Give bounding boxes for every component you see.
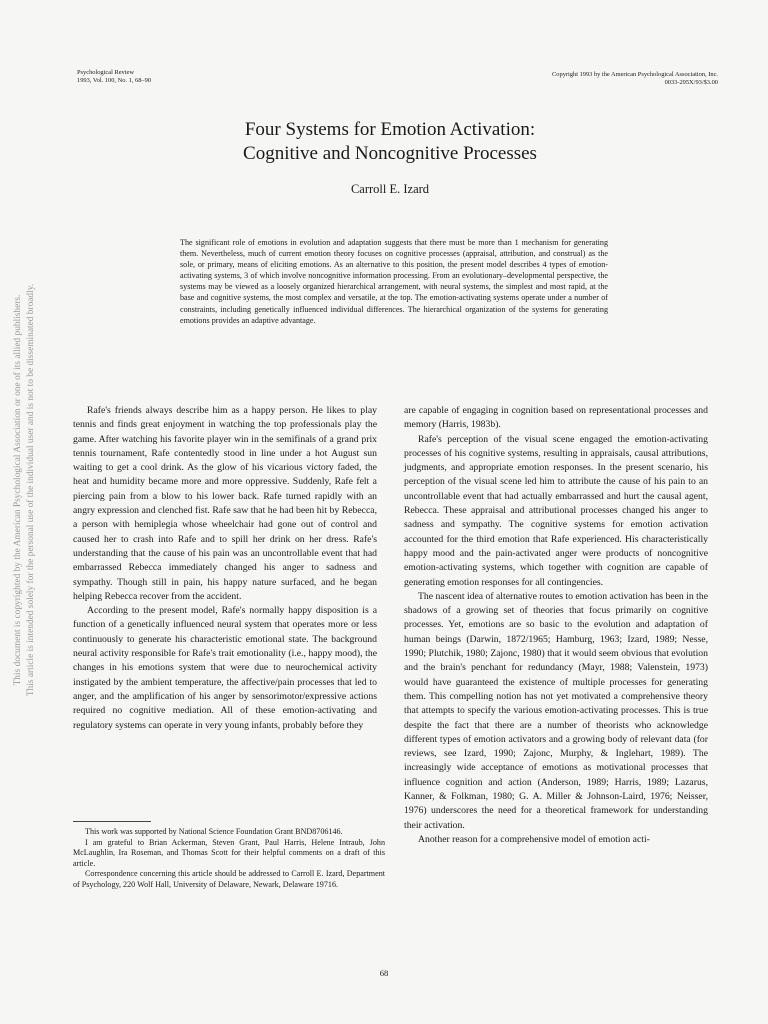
abstract: The significant role of emotions in evolution and adaptation suggests that there must be more than 1 mechanism for generating them. Nevertheless, much of current emotion theory focuses on cognitive processes (appraisal, attribution, and construal) as the sole, or primary, means of eliciting emotions. As an alternative to this position, the present model describes 4 types of emotion-activating systems, 3 of which involve noncognitive information processing. From an evolutionary–developmental perspective, the systems may be viewed as a loosely organized hierarchical arrangement, with neural systems, the simplest and most rapid, at the base and cognitive systems, the most complex and versatile, at the top. The emotion-activating systems operate under a number of constraints, including genetically influenced individual differences. The hierarchical organization of the systems for generating emotions provides an adaptive advantage. <box>180 238 608 325</box>
body-paragraph: Rafe's perception of the visual scene engaged the emotion-activating processes of his cognitive systems, resulting in appraisals, causal attributions, judgments, and appropriate emotion responses. In the present scenario, his perception of the visual scene led him to attribute the cause of his pain to an uncontrollable event that had actually embarrassed and hurt the causal agent, Rebecca. These appraisal and attributional processes changed his anger to sadness and sympathy. The cognitive systems for emotion activation accounted for the third emotion that Rafe experienced. His characteristically happy mood and the pain-activated anger were products of noncognitive emotion-activating systems, which together with cognition are capable of generating emotion responses for all contingencies. <box>404 433 708 588</box>
footnote-correspondence: Correspondence concerning this article should be addressed to Carroll E. Izard, Department of Psychology, 220 Wolf Hall, University of Delaware, Newark, Delaware 19716. <box>73 869 385 889</box>
article-title <box>140 118 640 166</box>
copyright-header <box>552 71 718 86</box>
page-number: 68 <box>379 968 389 978</box>
footnote-acknowledgments: I am grateful to Brian Ackerman, Steven Grant, Paul Harris, Helene Intraub, John McLaughlin, Ira Roseman, and Thomas Scott for their helpful comments on a draft of this article. <box>73 837 385 868</box>
footnote-rule <box>73 821 151 822</box>
journal-citation: 1993, Vol. 100, No. 1, 68–90 <box>77 76 151 84</box>
right-column <box>404 404 708 847</box>
body-paragraph: are capable of engaging in cognition based on representational processes and memory (Harris, 1983b). <box>404 405 708 431</box>
footnote-funding: This work was supported by National Science Foundation Grant BND8706146. <box>85 827 343 836</box>
copyright-notice: Copyright 1993 by the American Psychological Association, Inc. <box>552 71 718 78</box>
side-notice-line-2: This article is intended solely for the personal use of the individual user and is not to be disseminated broadly. <box>26 283 36 697</box>
author-name: Carroll E. Izard <box>350 182 430 196</box>
journal-name: Psychological Review <box>77 69 134 76</box>
article-code: 0033-295X/93/$3.00 <box>664 78 718 86</box>
title-line-2: Cognitive and Noncognitive Processes <box>243 143 537 164</box>
footnotes <box>73 827 385 891</box>
left-column <box>73 404 377 733</box>
journal-header <box>77 69 151 84</box>
side-notice-line-1: This document is copyrighted by the American Psychological Association or one of its allied publishers. <box>13 294 23 686</box>
body-paragraph: The nascent idea of alternative routes to emotion activation has been in the shadows of a growing set of theories that focus primarily on cognitive processes. Yet, emotions are so basic to the evolution and adaptation of human beings (Darwin, 1872/1965; Hamburg, 1963; Izard, 1989; Nesse, 1990; Plutchik, 1980; Zajonc, 1980) that it would seem obvious that evolution and the brain's penchant for redundancy (Mayr, 1988; Valenstein, 1973) would have guaranteed the existence of multiple processes for generating them. This compelling notion has not yet motivated a comprehensive theory that attempts to specify the various emotion-activating processes. This is true despite the fact that there are a number of theorists who acknowledge different types of emotion activators and a growing body of relevant data (for reviews, see Izard, 1990; Zajonc, Murphy, & Inglehart, 1989). The increasingly wide acceptance of emotions as motivational processes that influence cognition and action (Anderson, 1989; Harris, 1989; Lazarus, Kanner, & Folkman, 1980; G. A. Miller & Johnson-Laird, 1976; Neisser, 1976) underscores the need for a theoretical framework for understanding their activation. <box>404 590 708 831</box>
body-paragraph: Another reason for a comprehensive model of emotion acti- <box>418 833 650 845</box>
side-copyright-notice <box>12 260 38 720</box>
title-line-1: Four Systems for Emotion Activation: <box>244 119 536 140</box>
body-paragraph: According to the present model, Rafe's normally happy disposition is a function of a genetically influenced neural system that operates more or less continuously to generate his characteristic emotional state. The background neural activity responsible for Rafe's trait emotionality (i.e., happy mood), the changes in his emotions system that were due to neurochemical activity instigated by the ambient temperature, the affective/pain processes that led to anger, and the amplification of his anger by sensorimotor/expressive actions required no cognitive mediation. All of these emotion-activating and regulatory systems can operate in very young infants, probably before they <box>73 605 377 731</box>
body-paragraph: Rafe's friends always describe him as a happy person. He likes to play tennis and finds great enjoyment in watching the top professionals play the game. After watching his favorite player win in the semifinals of a grand prix tennis tournament, Rafe contentedly stood in line under a hot August sun waiting to get a cool drink. As the glow of his vicarious victory faded, the heat and humidity became more and more oppressive. Suddenly, Rafe felt a piercing pain from a blow to his lower back. Rafe turned rapidly with an angry expression and clenched fist. Rafe saw that he had been hit by Rebecca, a person with hemiplegia whose wheelchair had gone out of control and caused her to crash into Rafe and to spill her drink on her dress. Rafe's understanding that the cause of his pain was an uncontrollable event that had embarrassed Rebecca immediately changed his anger to sadness and sympathy. Though still in pain, his happy nature surfaced, and he began helping Rebecca recover from the accident. <box>73 405 377 602</box>
